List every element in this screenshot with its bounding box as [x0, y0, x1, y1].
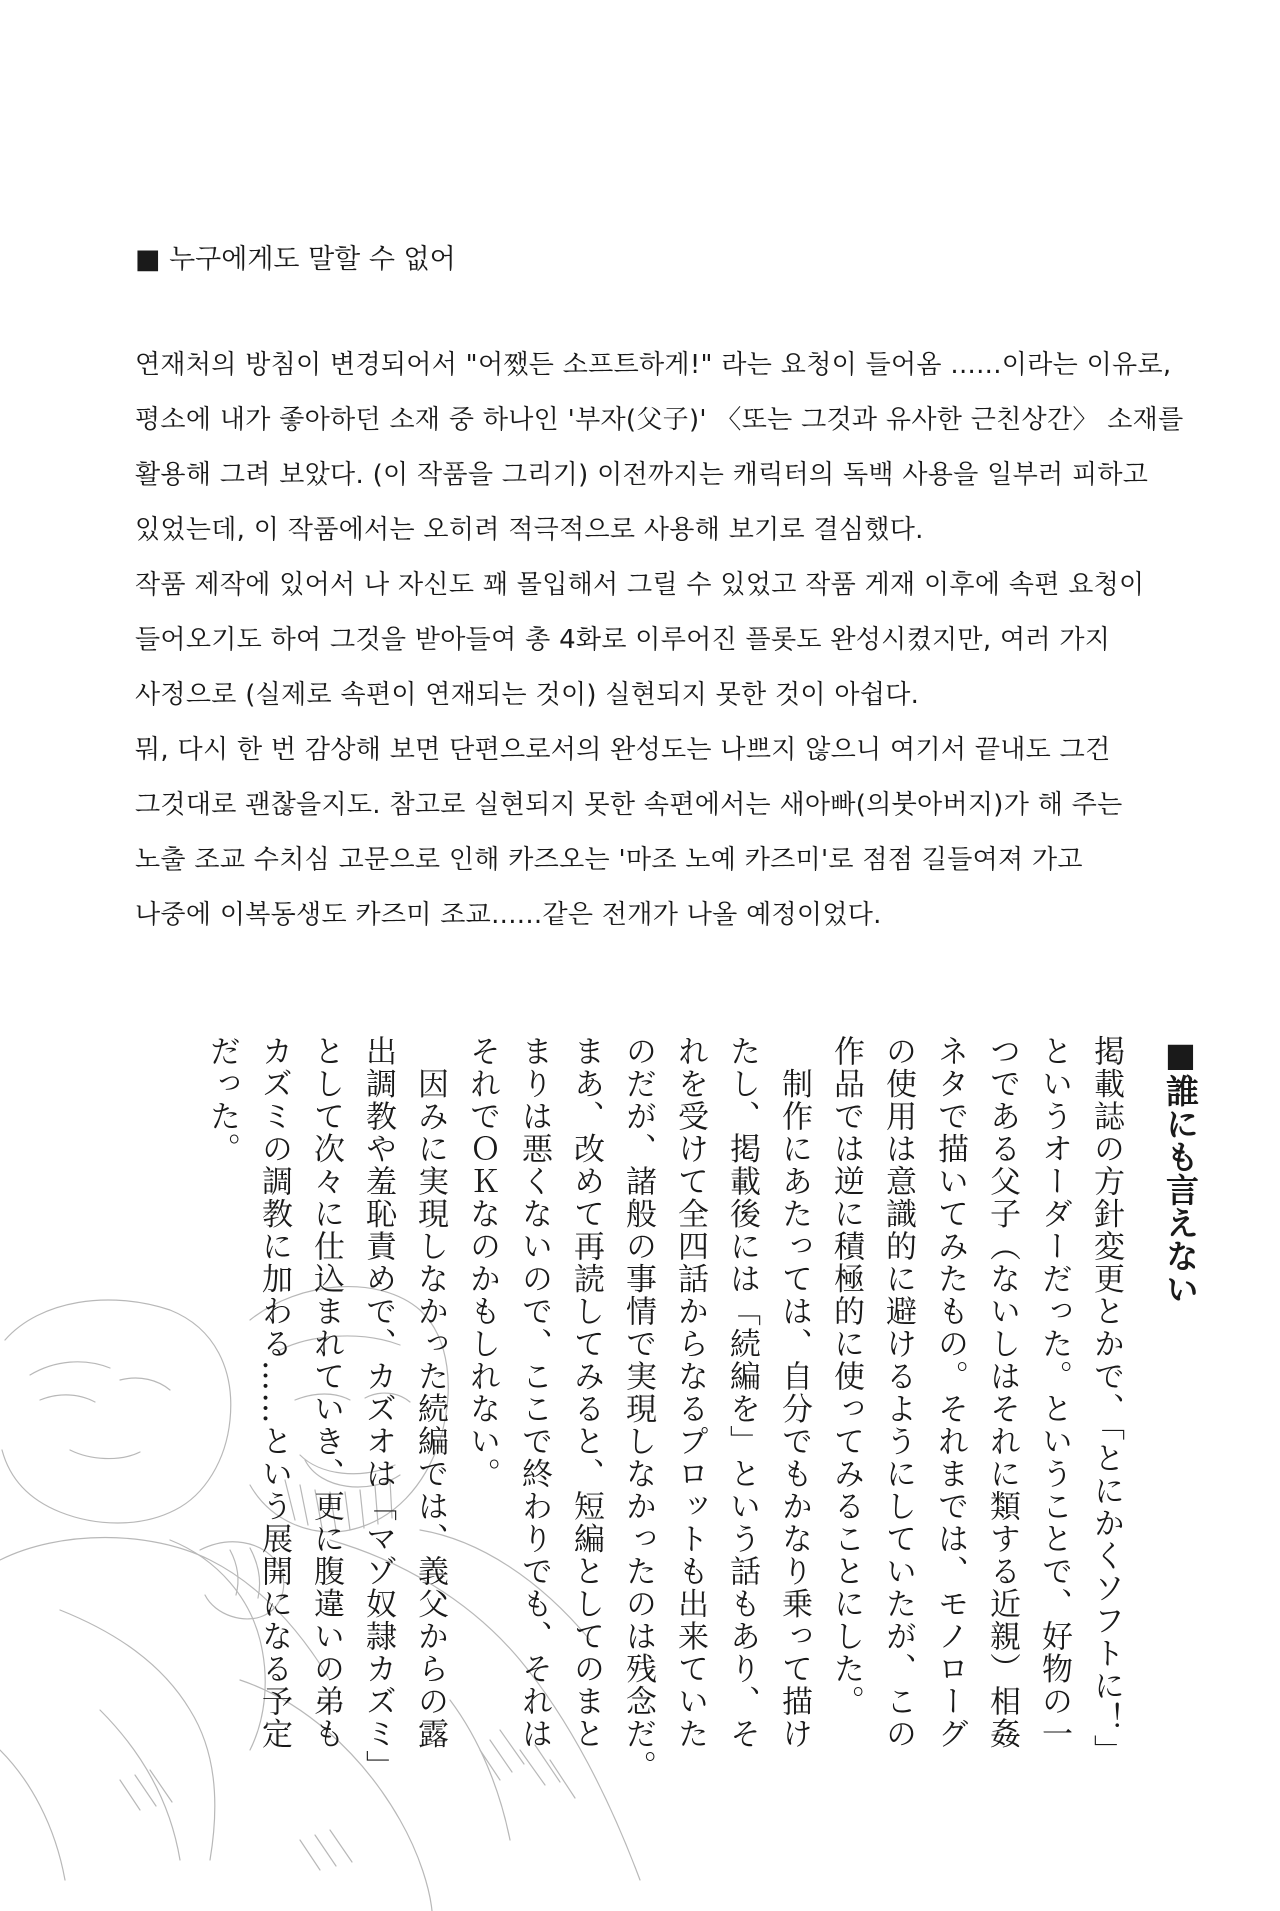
- korean-heading-text: ■ 누구에게도 말할 수 없어: [135, 244, 456, 275]
- japanese-column: というオーダーだった。ということで、好物の一: [1036, 1035, 1072, 1750]
- korean-line: 평소에 내가 좋아하던 소재 중 하나인 '부자(父子)' 〈또는 그것과 유사한 근친상간〉 소재를: [135, 405, 1184, 435]
- japanese-heading: ■誰にも言えない: [1161, 1035, 1200, 1305]
- japanese-column: 因みに実現しなかった続編では、義父からの露: [412, 1035, 448, 1750]
- japanese-column: だった。: [204, 1035, 240, 1165]
- japanese-column: 掲載誌の方針変更とかで、「とにかくソフトに！」: [1088, 1035, 1124, 1767]
- korean-line: 연재처의 방침이 변경되어서 "어쨌든 소프트하게!" 라는 요청이 들어옴 ......이라는 이유로,: [135, 350, 1172, 380]
- japanese-column: 作品では逆に積極的に使ってみることにした。: [828, 1035, 864, 1718]
- japanese-column: として次々に仕込まれていき、更に腹違いの弟も: [308, 1035, 344, 1750]
- japanese-column: 制作にあたっては、自分でもかなり乗って描け: [776, 1035, 812, 1750]
- japanese-column: の使用は意識的に避けるようにしていたが、この: [880, 1035, 916, 1750]
- korean-line: 뭐, 다시 한 번 감상해 보면 단편으로서의 완성도는 나쁘지 않으니 여기서 끝내도 그건: [135, 735, 1111, 765]
- korean-line: 작품 제작에 있어서 나 자신도 꽤 몰입해서 그릴 수 있었고 작품 게재 이후에 속편 요청이: [135, 570, 1145, 600]
- korean-line: 있었는데, 이 작품에서는 오히려 적극적으로 사용해 보기로 결심했다.: [135, 515, 924, 545]
- korean-line: 활용해 그려 보았다. (이 작품을 그리기) 이전까지는 캐릭터의 독백 사용을 일부러 피하고: [135, 460, 1149, 490]
- japanese-column: 出調教や羞恥責めで、カズオは「マゾ奴隷カズミ」: [360, 1035, 396, 1783]
- korean-line: 들어오기도 하여 그것을 받아들여 총 4화로 이루어진 플롯도 완성시켰지만, 여러 가지: [135, 625, 1111, 655]
- japanese-column: のだが、諸般の事情で実現しなかったのは残念だ。: [620, 1035, 656, 1783]
- japanese-column: たし、掲載後には「続編を」という話もあり、そ: [724, 1035, 760, 1750]
- japanese-column: それでＯＫなのかもしれない。: [464, 1035, 500, 1490]
- japanese-column: まあ、改めて再読してみると、短編としてのまと: [568, 1035, 604, 1750]
- japanese-column: まりは悪くないので、ここで終わりでも、それは: [516, 1035, 552, 1750]
- korean-line: 노출 조교 수치심 고문으로 인해 카즈오는 '마조 노예 카즈미'로 점점 길들여져 가고: [135, 845, 1083, 875]
- korean-line: 그것대로 괜찮을지도. 참고로 실현되지 못한 속편에서는 새아빠(의붓아버지)가 해 주는: [135, 790, 1123, 820]
- japanese-column: つである父子（ないしはそれに類する近親）相姦: [984, 1035, 1020, 1750]
- korean-line: 사정으로 (실제로 속편이 연재되는 것이) 실현되지 못한 것이 아쉽다.: [135, 680, 920, 710]
- korean-heading: [135, 240, 1155, 280]
- korean-afterword: [135, 240, 1184, 943]
- japanese-column: れを受けて全四話からなるプロットも出来ていた: [672, 1035, 708, 1750]
- korean-line: 나중에 이복동생도 카즈미 조교......같은 전개가 나올 예정이었다.: [135, 900, 882, 930]
- japanese-column: ネタで描いてみたもの。それまでは、モノローグ: [932, 1035, 968, 1750]
- japanese-afterword: [196, 1035, 1200, 1855]
- korean-body: [135, 338, 1184, 943]
- japanese-column: カズミの調教に加わる……という展開になる予定: [256, 1035, 292, 1750]
